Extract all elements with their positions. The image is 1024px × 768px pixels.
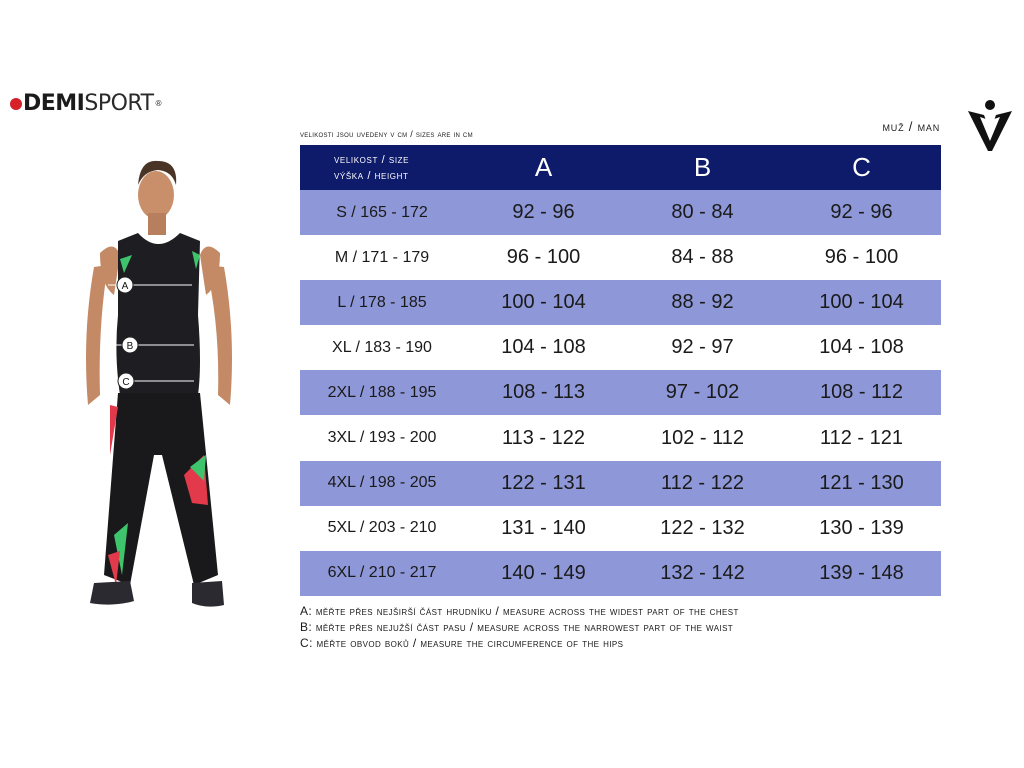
marker-b-label: B — [126, 341, 134, 352]
value-a: 140 - 149 — [464, 551, 623, 596]
logo-dot-icon — [10, 98, 22, 110]
value-b: 80 - 84 — [623, 190, 782, 235]
value-a: 108 - 113 — [464, 370, 623, 415]
demisport-logo — [10, 93, 162, 115]
value-a: 100 - 104 — [464, 280, 623, 325]
value-c: 139 - 148 — [782, 551, 941, 596]
value-b: 97 - 102 — [623, 370, 782, 415]
header-label-line2: výška / height — [334, 169, 409, 182]
value-b: 102 - 112 — [660, 426, 745, 449]
header-label-line1: velikost / size — [334, 153, 410, 166]
table-row — [300, 370, 941, 415]
table-row — [300, 235, 941, 280]
size-cell: S / 165 - 172 — [300, 190, 464, 235]
table-row — [300, 461, 941, 506]
value-c: 92 - 96 — [782, 190, 941, 235]
table-row — [300, 551, 941, 596]
value-b: 92 - 97 — [671, 336, 734, 359]
legend-a: A: měřte přes nejširší část hrudníku / measure across the widest part of the chest — [300, 604, 739, 618]
value-c: 104 - 108 — [819, 336, 904, 359]
units-note: velikosti jsou uvedeny v cm / sizes are in cm — [300, 129, 473, 139]
size-cell: M / 171 - 179 — [334, 248, 430, 266]
value-a: 96 - 100 — [506, 246, 581, 269]
value-c: 130 - 139 — [819, 516, 904, 539]
header-size-height — [300, 145, 464, 190]
legend-b: B: měřte přes nejužší část pasu / measure across the narrowest part of the waist — [300, 620, 734, 634]
value-b: 84 - 88 — [671, 246, 734, 269]
macron-logo-icon — [966, 97, 1014, 153]
size-cell: 4XL / 198 - 205 — [300, 461, 464, 506]
size-cell: 2XL / 188 - 195 — [300, 370, 464, 415]
marker-a-label: A — [121, 281, 129, 292]
size-cell: XL / 183 - 190 — [332, 338, 432, 356]
table-row — [300, 325, 941, 370]
marker-c-label: C — [122, 377, 130, 388]
table-row — [300, 190, 941, 235]
value-a: 113 - 122 — [501, 426, 586, 449]
table-row — [300, 415, 941, 460]
measurement-legend — [300, 603, 739, 651]
model-figure-illustration — [80, 155, 240, 645]
header-col-b: B — [623, 145, 782, 190]
value-a: 92 - 96 — [464, 190, 623, 235]
size-cell: 3XL / 193 - 200 — [327, 429, 437, 447]
size-chart-table — [300, 145, 941, 596]
size-cell: 6XL / 210 - 217 — [300, 551, 464, 596]
value-b: 132 - 142 — [623, 551, 782, 596]
value-c: 112 - 121 — [819, 426, 904, 449]
gender-label: muž / man — [882, 119, 940, 134]
logo-sport-text: SPORT — [84, 91, 154, 116]
size-cell: 5XL / 203 - 210 — [327, 519, 437, 537]
header-col-c: C — [782, 145, 941, 190]
value-a: 131 - 140 — [501, 516, 586, 539]
table-row — [300, 280, 941, 325]
value-a: 104 - 108 — [501, 336, 586, 359]
value-a: 122 - 131 — [464, 461, 623, 506]
value-c: 108 - 112 — [782, 370, 941, 415]
size-cell: L / 178 - 185 — [300, 280, 464, 325]
value-c: 100 - 104 — [782, 280, 941, 325]
header-col-a: A — [464, 145, 623, 190]
logo-demi-text: DEMI — [23, 91, 85, 116]
value-c: 96 - 100 — [824, 246, 899, 269]
registered-mark: ® — [154, 99, 163, 108]
value-b: 122 - 132 — [660, 516, 745, 539]
legend-c: C: měřte obvod boků / measure the circumference of the hips — [300, 636, 624, 650]
table-header-row — [300, 145, 941, 190]
table-row — [300, 506, 941, 551]
value-c: 121 - 130 — [782, 461, 941, 506]
value-b: 112 - 122 — [623, 461, 782, 506]
value-b: 88 - 92 — [623, 280, 782, 325]
